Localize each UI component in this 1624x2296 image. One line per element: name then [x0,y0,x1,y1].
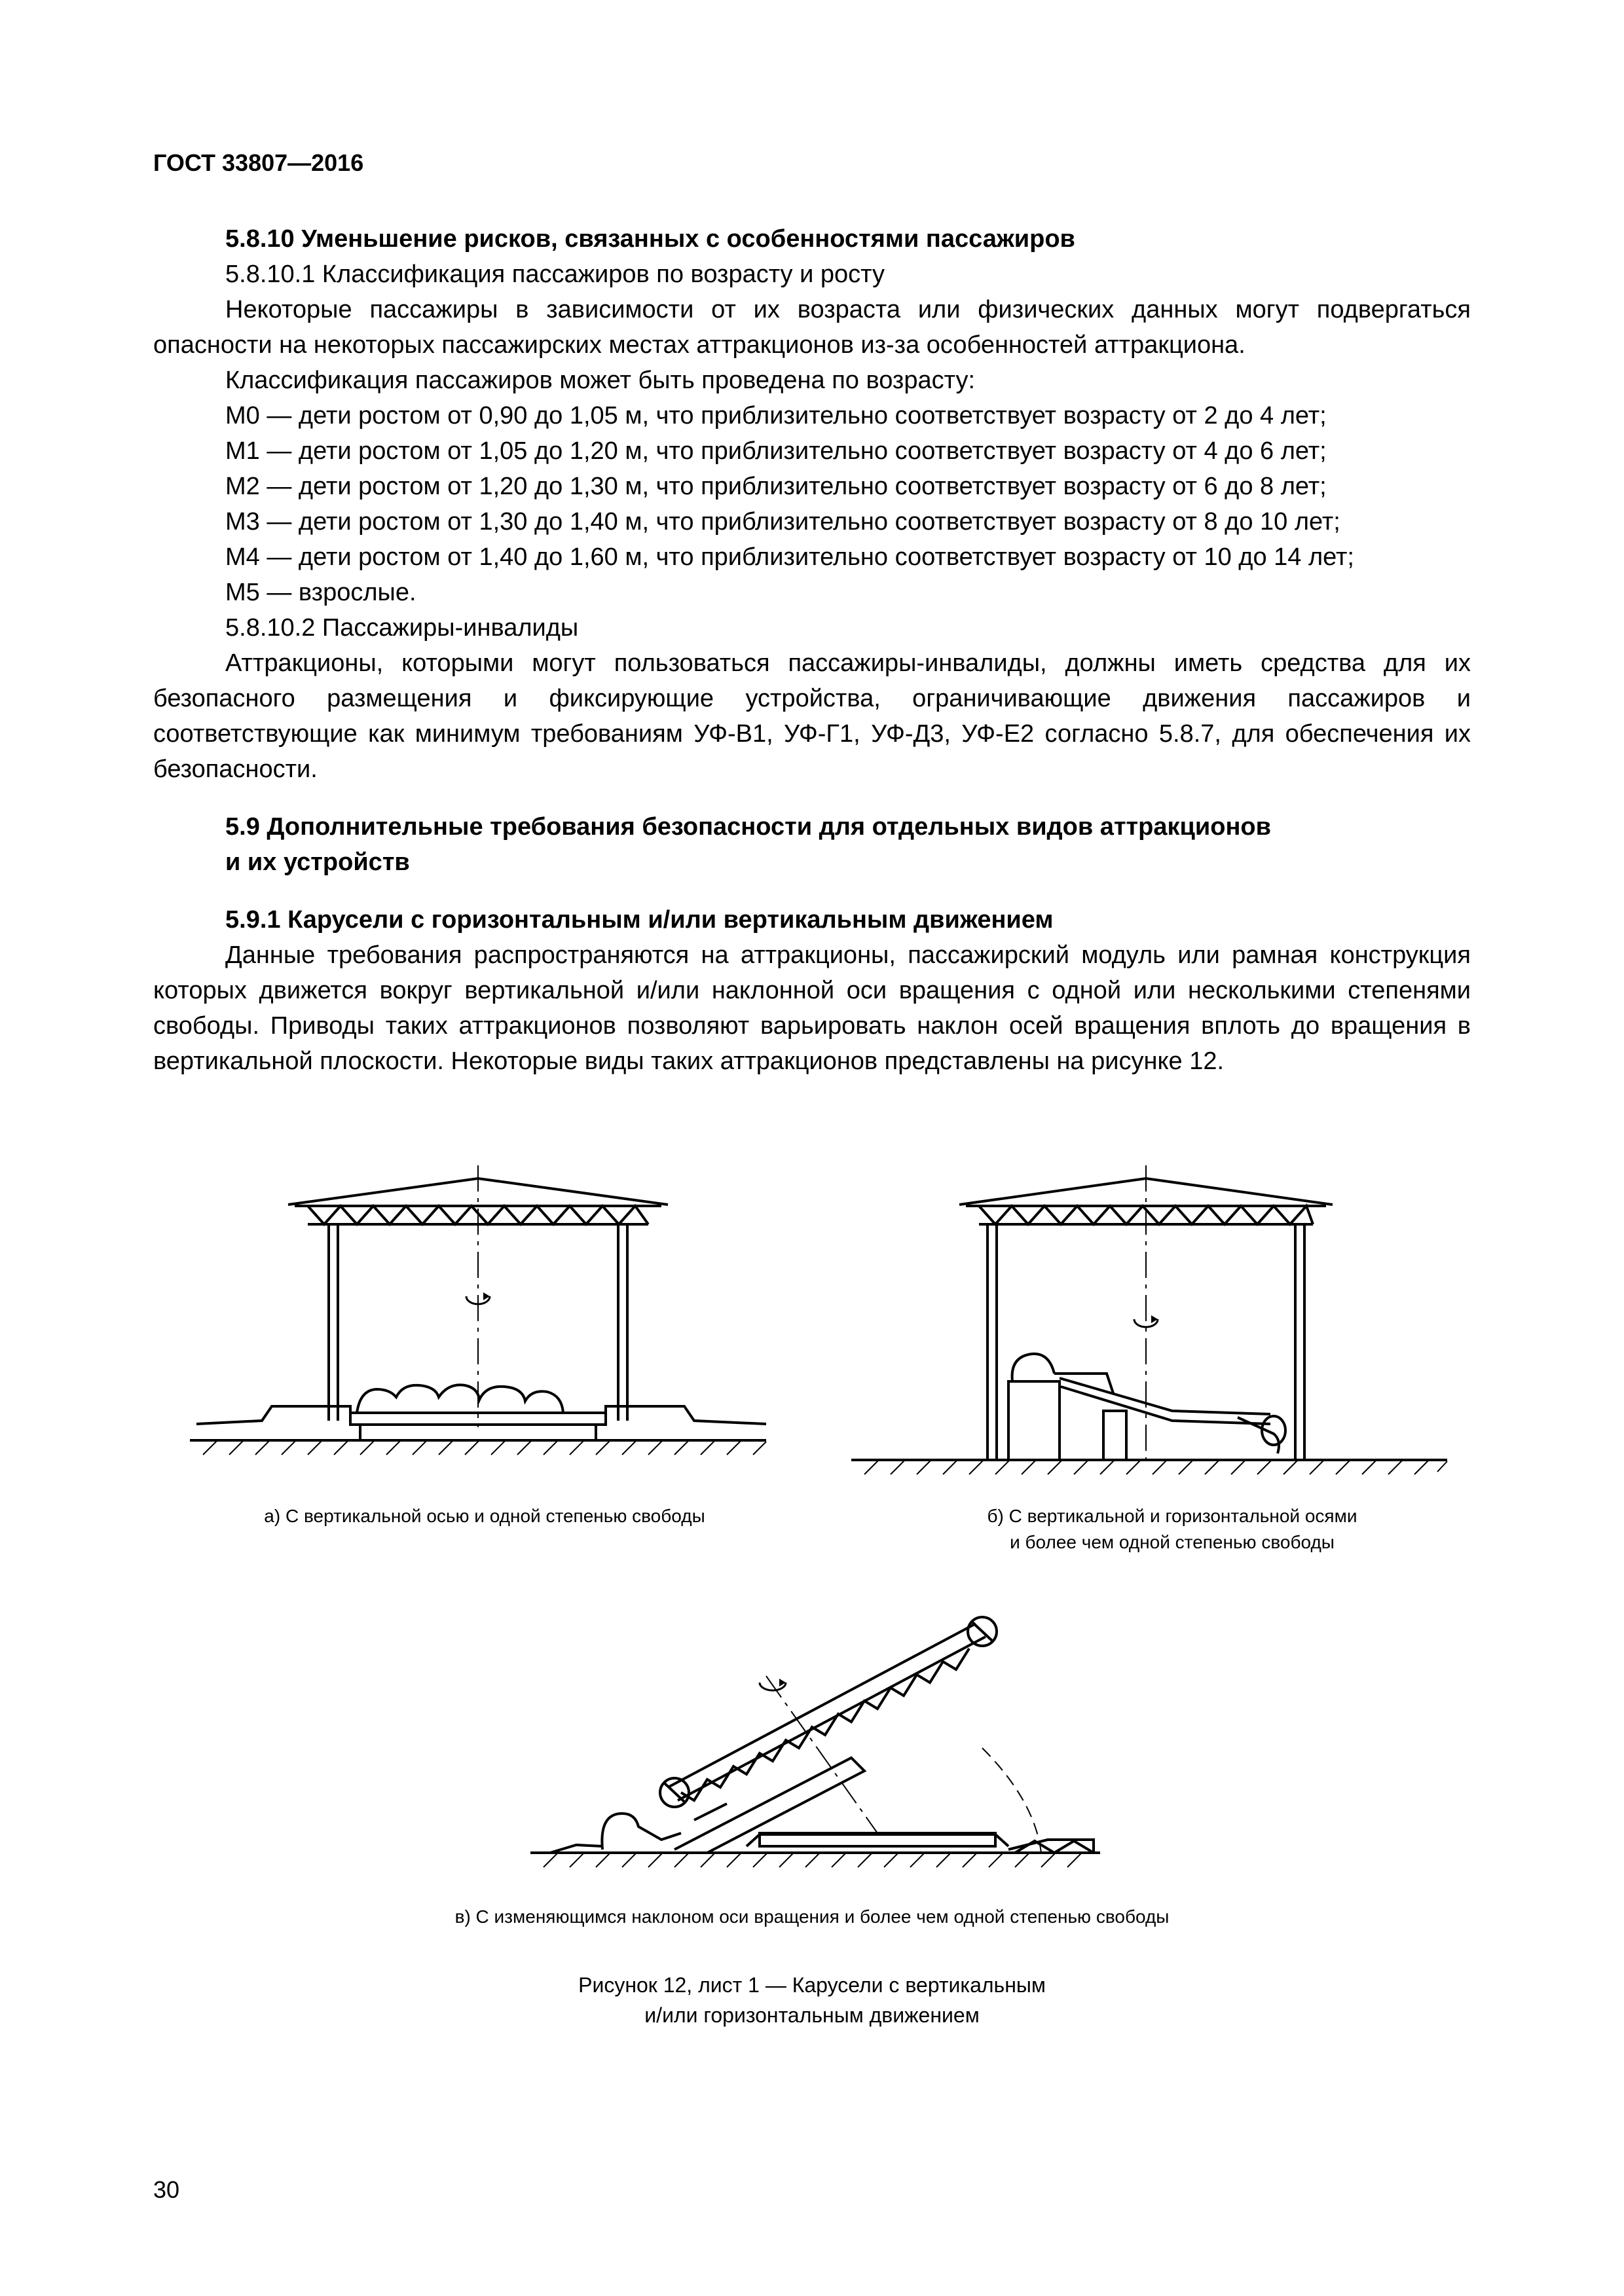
class-m4: М4 — дети ростом от 1,40 до 1,60 м, что приблизительно соответствует возрасту от 10 до 14 лет; [225,543,1354,571]
figure-title-line1: Рисунок 12, лист 1 — Карусели с вертикальным [578,1973,1046,1997]
section-5-9-title-line2: и их устройств [225,848,410,876]
class-m5: М5 — взрослые. [225,579,416,606]
caption-figure-b-line2: и более чем одной степенью свободы [1010,1532,1335,1552]
tilted-boom [660,1617,997,1807]
page-number: 30 [153,2176,180,2203]
base-frame [550,1758,1094,1853]
figure-title-line2: и/или горизонтальным движением [644,2003,980,2027]
ground-hatching [851,1460,1447,1474]
class-m1: М1 — дети ростом от 1,05 до 1,20 м, что приблизительно соответствует возрасту от 4 до 6 лет; [225,437,1327,465]
paragraph-disabled-passengers: Аттракционы, которыми могут пользоваться пассажиры-инвалиды, должны иметь средства для их безопасного размещения и фиксирующие устройства, ограничивающие движения пассажиров и соответствующие как минимум требованиям УФ-В1, УФ-Г1, УФ-Д3, УФ-Е2 согласно 5.8.7, для обеспечения их безопасности. [153,649,1471,783]
caption-figure-a: а) С вертикальной осью и одной степенью свободы [264,1506,705,1526]
caption-figure-b-line1: б) С вертикальной и горизонтальной осями [987,1506,1357,1526]
section-5-8-10-title: 5.8.10 Уменьшение рисков, связанных с особенностями пассажиров [225,225,1075,253]
ground-hatching [190,1440,766,1455]
section-5-8-10-1-title: 5.8.10.1 Классификация пассажиров по возрасту и росту [225,261,885,288]
paragraph-passenger-risks: Некоторые пассажиры в зависимости от их возраста или физических данных могут подвергаться опасности на некоторых пассажирских местах аттракционов из-за особенностей аттракциона. [153,296,1471,359]
figure-b-vertical-horizontal-axis-carousel [845,1152,1454,1480]
tilt-arc [982,1748,1041,1853]
class-m0: М0 — дети ростом от 0,90 до 1,05 м, что приблизительно соответствует возрасту от 2 до 4 лет; [225,402,1327,429]
section-5-8-10-2-title: 5.8.10.2 Пассажиры-инвалиды [225,614,579,642]
section-5-9-title-line1: 5.9 Дополнительные требования безопасности для отдельных видов аттракционов [225,813,1271,841]
figure-c-variable-tilt-carousel [511,1584,1139,1872]
figure-a-vertical-axis-carousel [183,1152,779,1480]
tilted-passenger-arm [1008,1354,1285,1460]
section-5-9-1-title: 5.9.1 Карусели с горизонтальным и/или вертикальным движением [225,906,1054,934]
main-text [153,221,1471,1079]
paragraph-carousels: Данные требования распространяются на аттракционы, пассажирский модуль или рамная конструкция которых движется вокруг вертикальной и/или наклонной оси вращения с одной или несколькими степенями свободы. Приводы таких аттракционов позволяют варьировать наклон осей вращения вплоть до вращения в вертикальной плоскости. Некоторые виды таких аттракционов представлены на рисунке 12. [153,941,1471,1075]
class-m2: М2 — дети ростом от 1,20 до 1,30 м, что приблизительно соответствует возрасту от 6 до 8 лет; [225,473,1327,500]
document-code-header: ГОСТ 33807—2016 [153,149,364,176]
tilted-rotation-axis [766,1676,877,1833]
paragraph-classification-intro: Классификация пассажиров может быть проведена по возрасту: [225,367,976,394]
ground-hatching [530,1853,1100,1867]
platform-with-seats [196,1385,766,1440]
caption-figure-c: в) С изменяющимся наклоном оси вращения и более чем одной степенью свободы [454,1906,1170,1927]
class-m3: М3 — дети ростом от 1,30 до 1,40 м, что приблизительно соответствует возрасту от 8 до 10 лет; [225,508,1340,536]
